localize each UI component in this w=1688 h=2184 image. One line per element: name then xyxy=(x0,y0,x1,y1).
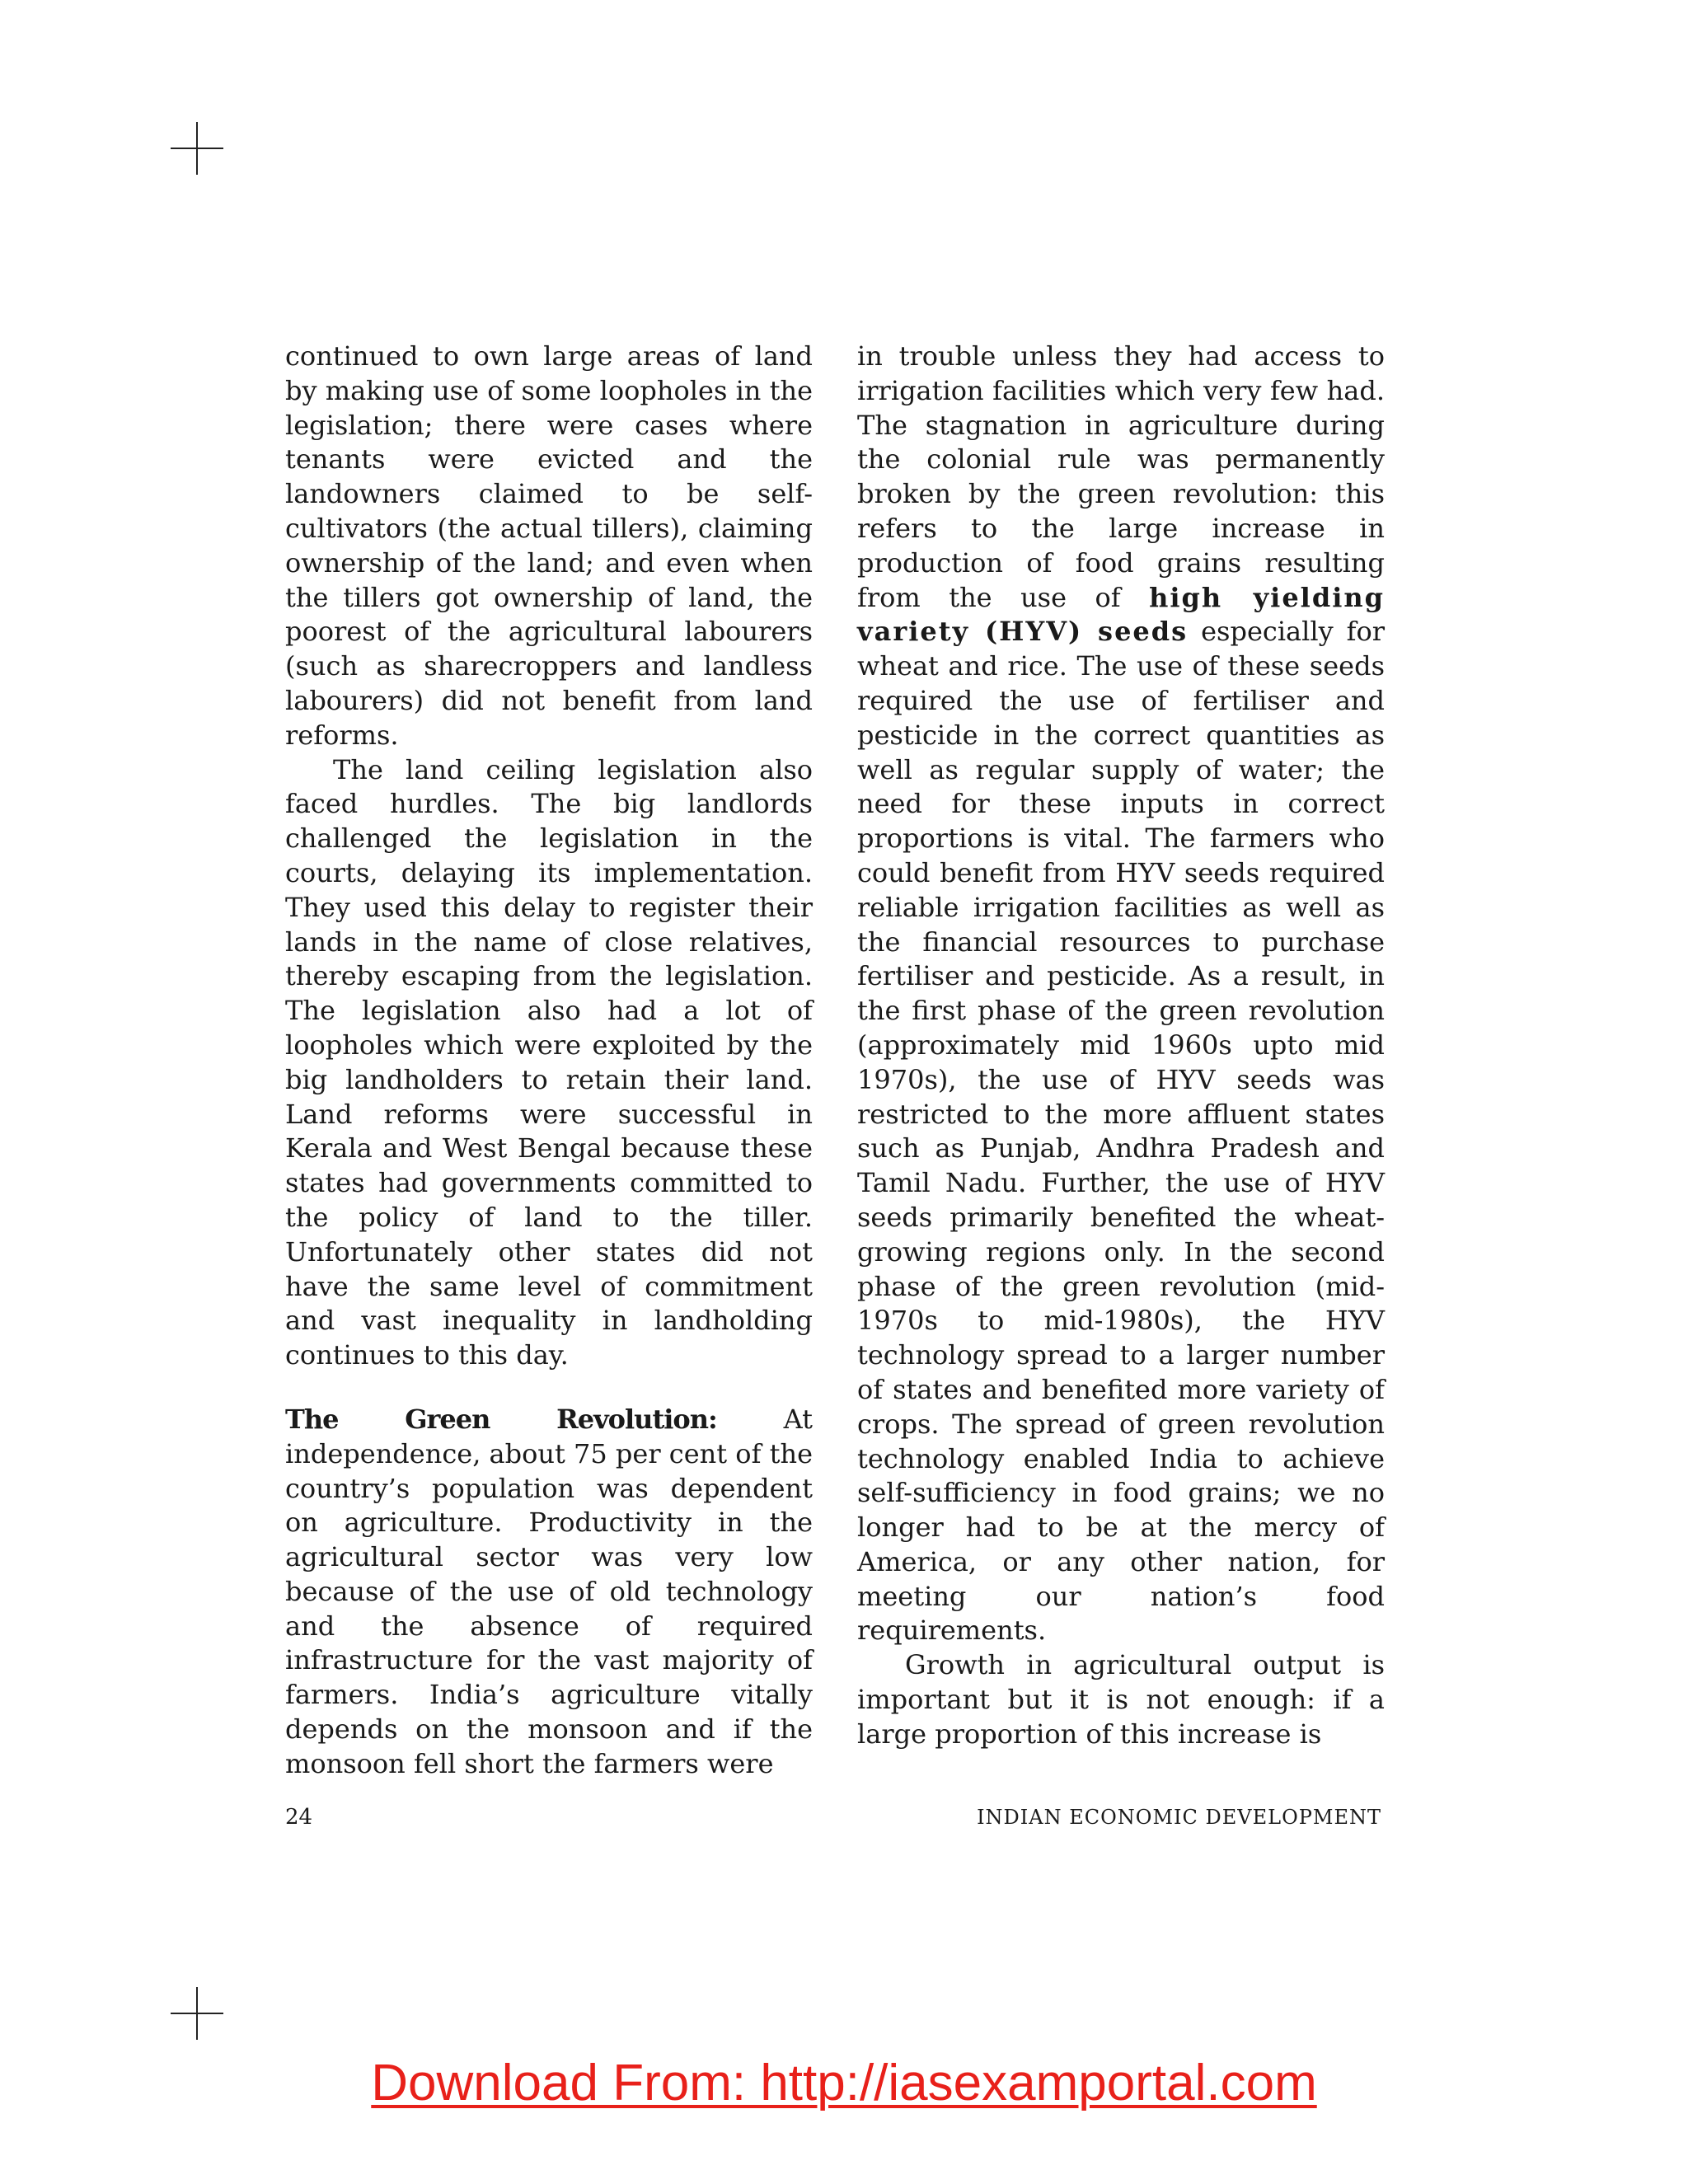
body-paragraph: Growth in agricultural output is important but it is not enough: if a large proportion of this increase is xyxy=(857,1649,1385,1750)
body-paragraph: The land ceiling legislation also faced hurdles. The big landlords challenged the legislation in the courts, delaying its implementation. They used this delay to register their lands in the name of close relatives, thereby escaping from the legislation. The legislation also had a lot of loopholes which were exploited by the big landholders to retain their land. Land reforms were successful in Kerala and West Bengal because these states had governments committed to the policy of land to the tiller. Unfortunately other states did not have the same level of commitment and vast inequality in landholding continues to this day. xyxy=(285,753,813,1371)
key-term: high yielding variety (HYV) seeds xyxy=(857,581,1386,648)
right-column xyxy=(857,340,1385,1752)
section-heading: The Green Revolution: xyxy=(285,1403,717,1435)
crop-mark-top xyxy=(171,122,223,175)
left-column xyxy=(285,340,813,1782)
section-text: At independence, about 75 per cent of the country’s population was dependent on agriculture. Productivity in the agricultural sector was very low because of the use of old technology and the absence of required infrastructure for the vast majority of farmers. India’s agriculture vitally depends on the monsoon and if the monsoon fell short the farmers were xyxy=(285,1403,814,1779)
body-paragraph: continued to own large areas of land by making use of some loopholes in the legislation; there were cases where tenants were evicted and the landowners claimed to be self-cultivators (the actual tillers), claiming ownership of the land; and even when the tillers got ownership of land, the poorest of the agricultural labourers (such as sharecroppers and landless labourers) did not benefit from land reforms. xyxy=(285,340,813,751)
body-paragraph xyxy=(857,340,1385,1648)
section-paragraph xyxy=(285,1403,813,1782)
download-link[interactable]: Download From: http://iasexamportal.com xyxy=(371,2055,1317,2111)
running-footer-title: INDIAN ECONOMIC DEVELOPMENT xyxy=(977,1806,1381,1829)
paragraph-text: in trouble unless they had access to irrigation facilities which very few had. The stagnation in agriculture during the colonial rule was permanently broken by the green revolution: this refers to the large increase in production of food grains resulting from the use of xyxy=(857,340,1385,613)
paragraph-text: especially for wheat and rice. The use of these seeds required the use of fertiliser and pesticide in the correct quantities as well as regular supply of water; the need for these inputs in correct proportions is vital. The farmers who could benefit from HYV seeds required reliable irrigation facilities as well as the financial resources to purchase fertiliser and pesticide. As a result, in the first phase of the green revolution (approximately mid 1960s upto mid 1970s), the use of HYV seeds was restricted to the more affluent states such as Punjab, Andhra Pradesh and Tamil Nadu. Further, the use of HYV seeds primarily benefited the wheat-growing regions only. In the second phase of the green revolution (mid-1970s to mid-1980s), the HYV technology spread to a larger number of states and benefited more variety of crops. The spread of green revolution technology enabled India to achieve self-sufficiency in food grains; we no longer had to be at the mercy of America, or any other nation, for meeting our nation’s food requirements. xyxy=(857,616,1386,1647)
page-number: 24 xyxy=(285,1805,313,1830)
crop-mark-bottom xyxy=(171,1987,223,2040)
